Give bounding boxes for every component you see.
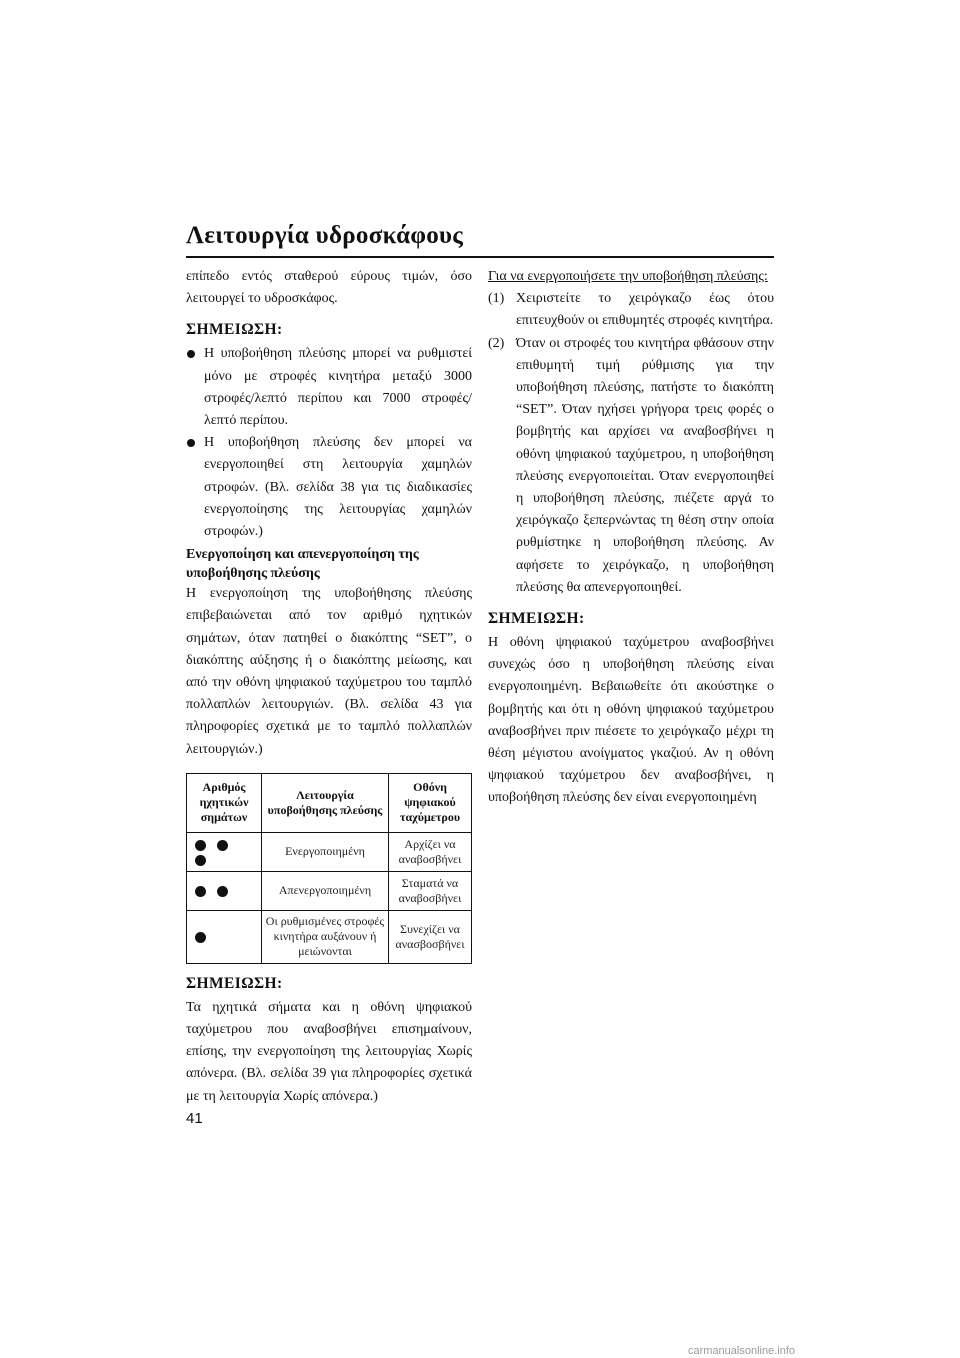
procedure-step	[488, 288, 774, 332]
table-row	[187, 871, 472, 910]
procedure-step	[488, 333, 774, 599]
table-header-display: Οθόνη ψηφιακού ταχύμετρου	[389, 773, 472, 832]
note-heading: ΣΗΜΕΙΩΣΗ:	[186, 321, 283, 339]
header-divider	[186, 256, 774, 258]
table-row	[187, 910, 472, 963]
section-title: Λειτουργία υδροσκάφους	[186, 222, 464, 249]
beep-count-cell	[187, 832, 262, 871]
function-cell: Απενεργοποιημένη	[262, 871, 389, 910]
beep-dot-icon	[195, 855, 206, 866]
subsection-body: Η ενεργοποίηση της υποβοήθησης πλεύσης επιβεβαιώνεται από τον αριθμό ηχητικών σημάτων, όταν πατηθεί ο διακόπτης “SET”, ο διακόπτης αύξησης ή ο διακόπτης μείωσης, και από την οθόνη ψηφιακού ταχύμετρου του ταμπλό πολλαπλών λειτουργιών. (Βλ. σελίδα 43 για πληροφορίες σχετικά με το ταμπλό πολλαπλών λειτουργιών.)	[186, 586, 472, 757]
note-body: Τα ηχητικά σήματα και η οθόνη ψηφιακού ταχύμετρου που αναβοσβήνει επισημαίνουν, επίσης, την ενεργοποίηση της λειτουργίας Χωρίς απόνερα. (Βλ. σελίδα 39 για πληροφορίες σχετικά με τη λειτουργία Χωρίς απόνερα.)	[186, 999, 472, 1104]
beep-dot-icon	[195, 886, 206, 897]
beep-dot-icon	[217, 886, 228, 897]
step-text: Χειριστείτε το χειρόγκαζο έως ότου επιτευχθούν οι επιθυμητές στροφές κινητήρα.	[516, 291, 774, 329]
watermark: carmanualsonline.info	[688, 1345, 796, 1357]
beep-dot-icon	[217, 840, 228, 851]
right-column	[488, 266, 774, 810]
beep-signal-table	[186, 773, 472, 964]
note-bullet-item	[186, 343, 472, 432]
intro-paragraph: επίπεδο εντός σταθερού εύρους τιμών, όσο λειτουργεί το υδροσκάφος.	[186, 269, 472, 307]
table-row	[187, 832, 472, 871]
note-heading: ΣΗΜΕΙΩΣΗ:	[488, 610, 585, 628]
bullet-icon	[187, 439, 195, 447]
step-number: (2)	[488, 335, 505, 351]
function-cell: Οι ρυθμισμένες στροφές κινητήρα αυξάνουν ή μειώνονται	[262, 910, 389, 963]
note-body: Η οθόνη ψηφιακού ταχύμετρου αναβοσβήνει συνεχώς όσο η υποβοήθηση πλεύσης είναι ενεργοποιημένη. Βεβαιωθείτε ότι ακούστηκε ο βομβητής και ότι η οθόνη ψηφιακού ταχύμετρου αναβοσβήνει πριν πιέσετε το χειρόγκαζο μέχρι τη θέση μέγιστου ανοίγματος γκαζιού. Αν η οθόνη ψηφιακού ταχύμετρου δεν αναβοσβήνει, η υποβοήθηση πλεύσης δεν είναι ενεργοποιημένη	[488, 635, 774, 806]
display-cell: Σταματά να αναβοσβήνει	[389, 871, 472, 910]
beep-count-cell	[187, 871, 262, 910]
table-header-row	[187, 773, 472, 832]
step-text: Όταν οι στροφές του κινητήρα φθάσουν στην επιθυμητή τιμή ρύθμισης για την υποβοήθηση πλεύσης, πατήστε το διακόπτη “SET”. Όταν ηχήσει γρήγορα τρεις φορές ο βομβητής και αρχίσει να αναβοσβήνει η οθόνη ψηφιακού ταχύμετρου, η υποβοήθηση πλεύσης ενεργοποιείται. Όταν ενεργοποιηθεί η υποβοήθηση πλεύσης, πιέζετε αργά το χειρόγκαζο ξεπερνώντας τη θέση στην οποία ρυθμίστηκε η υποβοήθηση πλεύσης. Αν αφήσετε το χειρόγκαζο, η υποβοήθηση πλεύσης θα απενεργοποιηθεί.	[516, 335, 774, 595]
bullet-text: Η υποβοήθηση πλεύσης μπορεί να ρυθμιστεί μόνο με στροφές κινητήρα μεταξύ 3000 στροφές/λεπτό περίπου και 7000 στροφές/λεπτό περίπου.	[204, 346, 472, 429]
bullet-text: Η υποβοήθηση πλεύσης δεν μπορεί να ενεργοποιηθεί στη λειτουργία χαμηλών στροφών. (Βλ. σελίδα 38 για τις διαδικασίες ενεργοποίησης της λειτουργίας χαμηλών στροφών.)	[204, 435, 472, 540]
procedure-heading: Για να ενεργοποιήσετε την υποβοήθηση πλεύσης:	[488, 269, 768, 284]
table-header-function: Λειτουργία υποβοήθησης πλεύσης	[262, 773, 389, 832]
note-bullet-item	[186, 432, 472, 543]
table-header-beeps: Αριθμός ηχητικών σημάτων	[187, 773, 262, 832]
note-heading: ΣΗΜΕΙΩΣΗ:	[186, 974, 283, 992]
left-column	[186, 266, 472, 1108]
step-number: (1)	[488, 291, 505, 307]
beep-dot-icon	[195, 840, 206, 851]
procedure-steps	[488, 288, 774, 599]
beep-dot-icon	[195, 932, 206, 943]
note-bullet-list	[186, 343, 472, 543]
bullet-icon	[187, 350, 195, 358]
beep-count-cell	[187, 910, 262, 963]
display-cell: Συνεχίζει να ανασβοσβήνει	[389, 910, 472, 963]
page-number: 41	[186, 1110, 203, 1127]
function-cell: Ενεργοποιημένη	[262, 832, 389, 871]
display-cell: Αρχίζει να αναβοσβήνει	[389, 832, 472, 871]
subsection-heading: Ενεργοποίηση και απενεργοποίηση της υποβοήθησης πλεύσης	[186, 547, 419, 582]
